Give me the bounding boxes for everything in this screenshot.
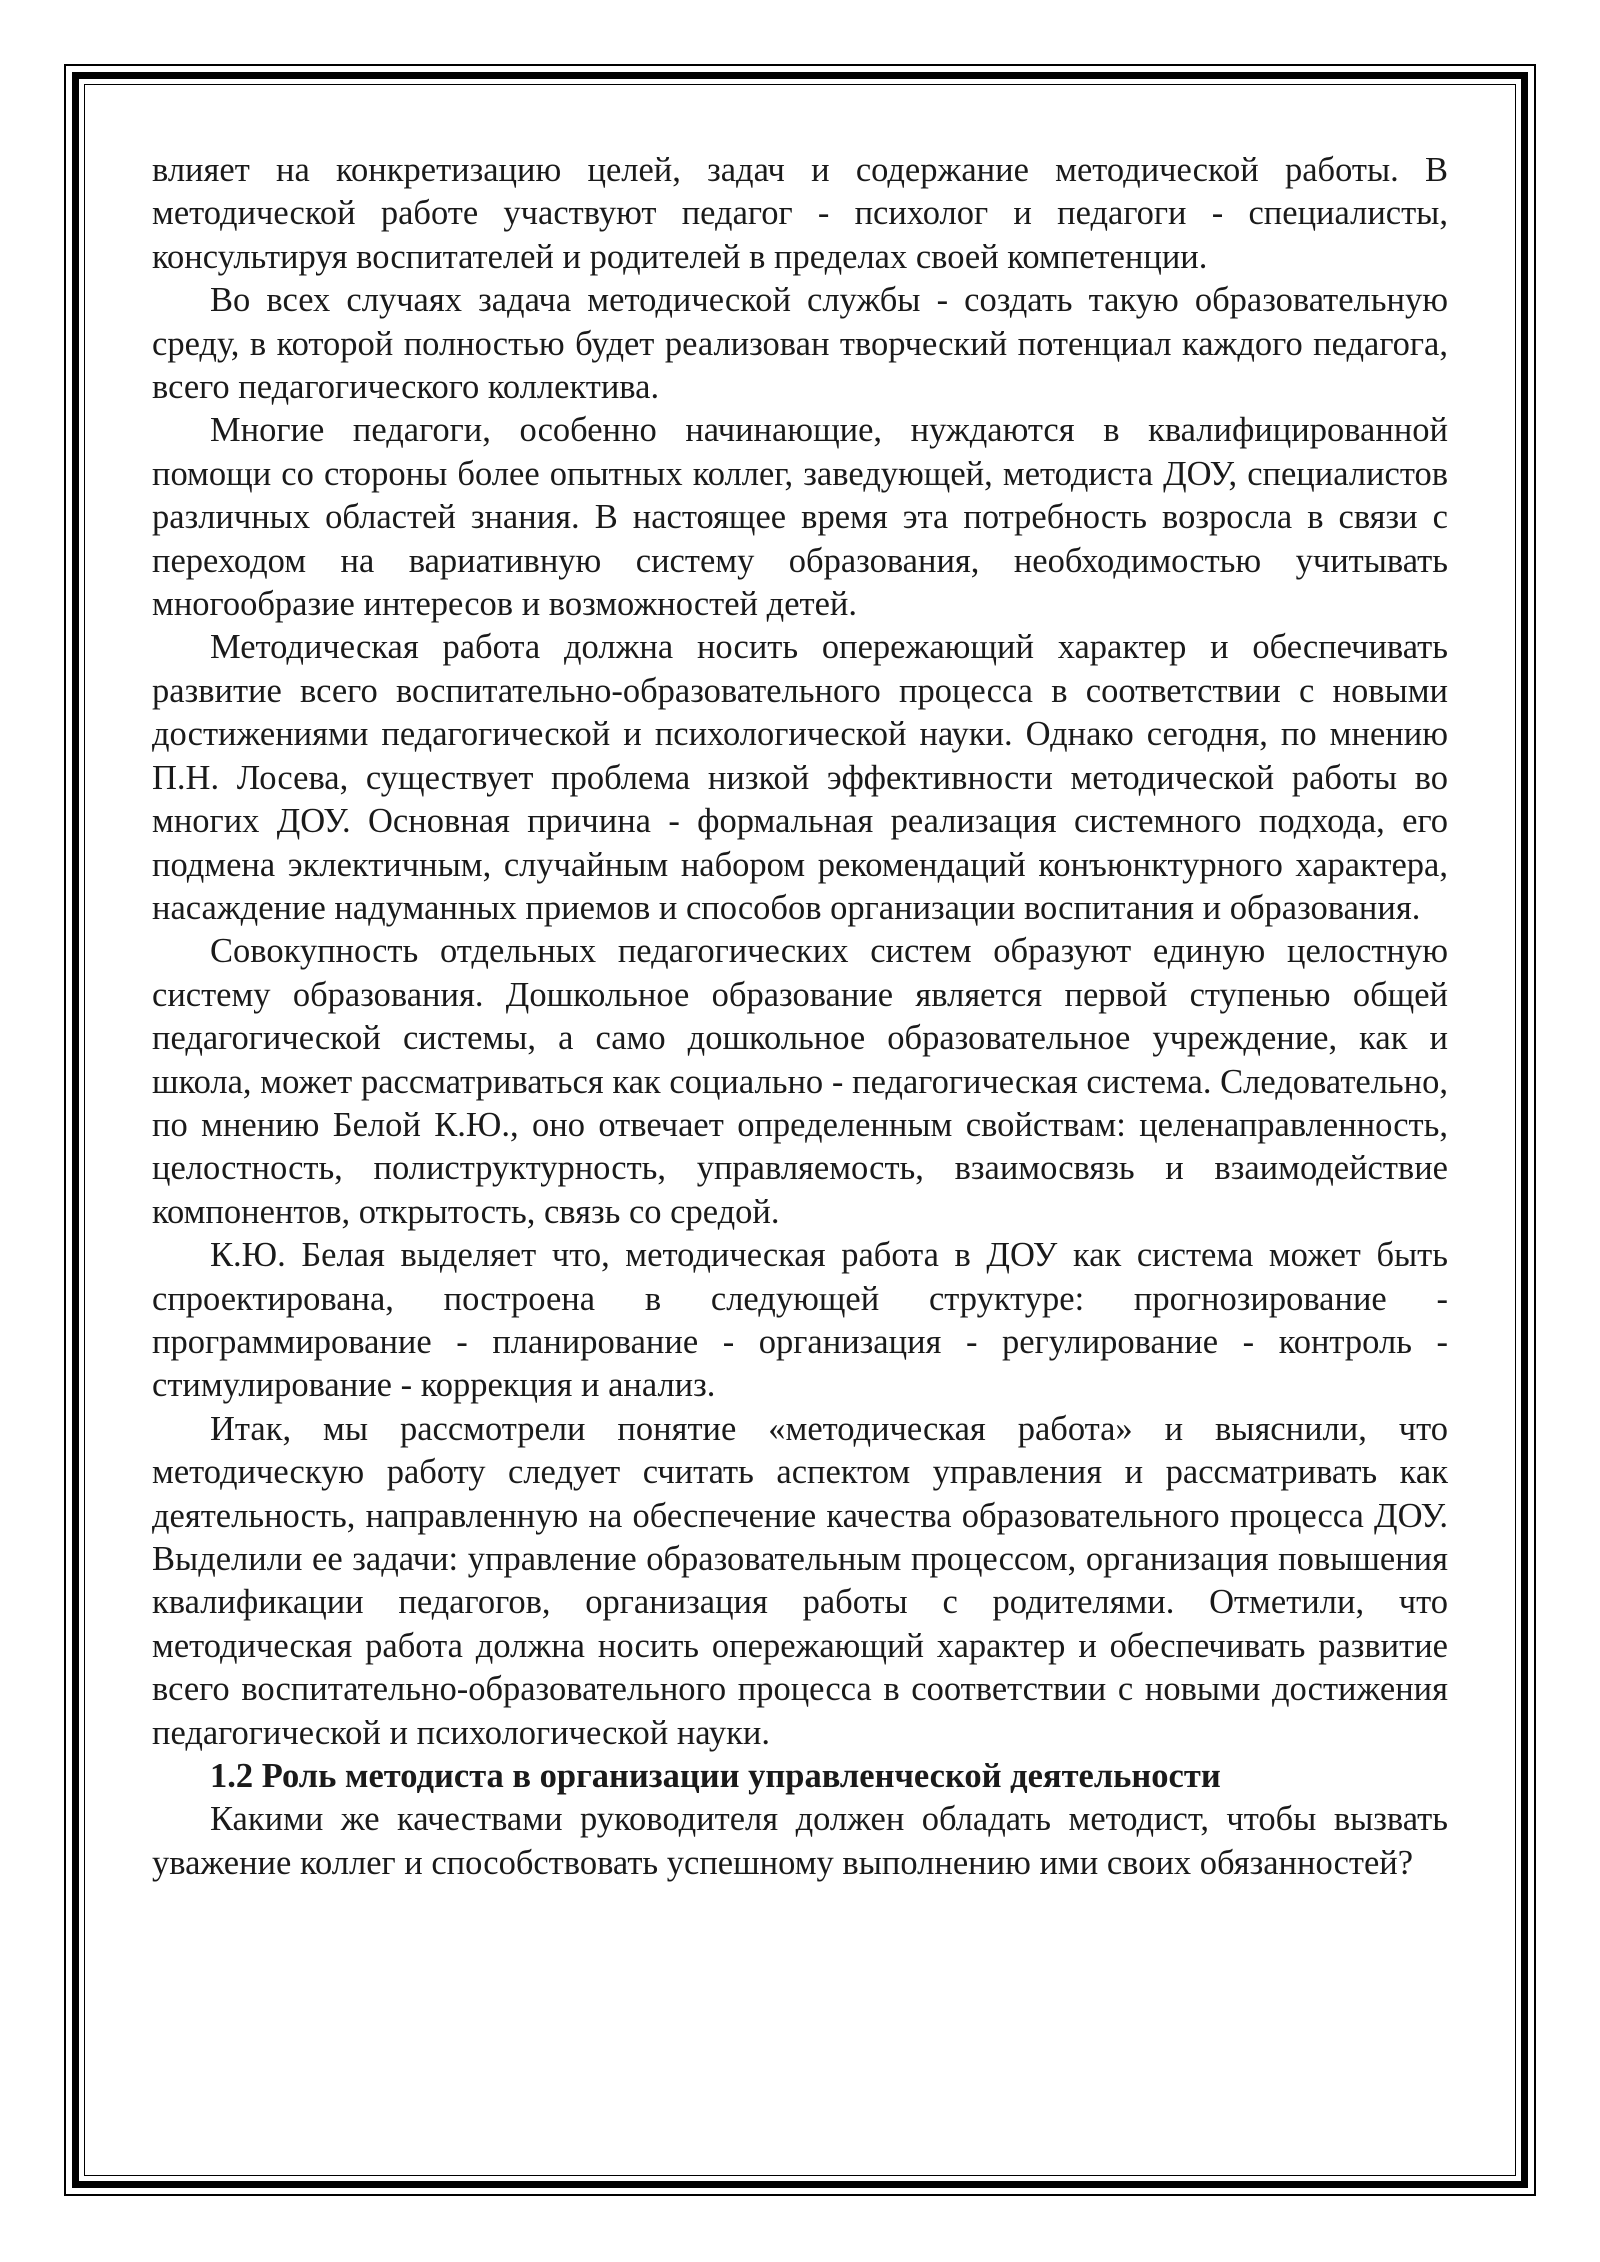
- paragraph-1: влияет на конкретизацию целей, задач и содержание методической работы. В методической работе участвуют педагог - психолог и педагоги - специалисты, консультируя воспитателей и родителей в пределах своей компетенции.: [152, 151, 1448, 276]
- paragraph-5: Совокупность отдельных педагогических систем образуют единую целостную систему образования. Дошкольное образование является первой ступенью общей педагогической системы, а само дошкольное образовательное учреждение, как и школа, может рассматриваться как социально - педагогическая система. Следовательно, по мнению Белой К.Ю., оно отвечает определенным свойствам: целенаправленность, целостность, полиструктурность, управляемость, взаимосвязь и взаимодействие компонентов, открытость, связь со средой.: [152, 932, 1448, 1231]
- paragraph-4: Методическая работа должна носить опережающий характер и обеспечивать развитие всего воспитательно-образовательного процесса в соответствии с новыми достижениями педагогической и психологической науки. Однако сегодня, по мнению П.Н. Лосева, существует проблема низкой эффективности методической работы во многих ДОУ. Основная причина - формальная реализация системного подхода, его подмена эклектичным, случайным набором рекомендаций конъюнктурного характера, насаждение надуманных приемов и способов организации воспитания и образования.: [152, 628, 1448, 927]
- paragraph-2: Во всех случаях задача методической службы - создать такую образовательную среду, в которой полностью будет реализован творческий потенциал каждого педагога, всего педагогического коллектива.: [152, 281, 1448, 407]
- document-body: [152, 149, 1448, 1885]
- paragraph-6: К.Ю. Белая выделяет что, методическая работа в ДОУ как система может быть спроектирована, построена в следующей структуре: прогнозирование - программирование - планирование - организация - регулирование - контроль - стимулирование - коррекция и анализ.: [152, 1236, 1448, 1405]
- paragraph-7: Итак, мы рассмотрели понятие «методическая работа» и выяснили, что методическую работу следует считать аспектом управления и рассматривать как деятельность, направленную на обеспечение качества образовательного процесса ДОУ. Выделили ее задачи: управление образовательным процессом, организация повышения квалификации педагогов, организация работы с родителями. Отметили, что методическая работа должна носить опережающий характер и обеспечивать развитие всего воспитательно-образовательного процесса в соответствии с новыми достижения педагогической и психологической науки.: [152, 1409, 1448, 1752]
- paragraph-3: Многие педагоги, особенно начинающие, нуждаются в квалифицированной помощи со стороны более опытных коллег, заведующей, методиста ДОУ, специалистов различных областей знания. В настоящее время эта потребность возросла в связи с переходом на вариативную систему образования, необходимостью учитывать многообразие интересов и возможностей детей.: [152, 411, 1448, 624]
- section-heading: 1.2 Роль методиста в организации управленческой деятельности: [210, 1757, 1221, 1796]
- paragraph-after-heading: Какими же качествами руководителя должен обладать методист, чтобы вызвать уважение коллег и способствовать успешному выполнению ими своих обязанностей?: [152, 1800, 1448, 1882]
